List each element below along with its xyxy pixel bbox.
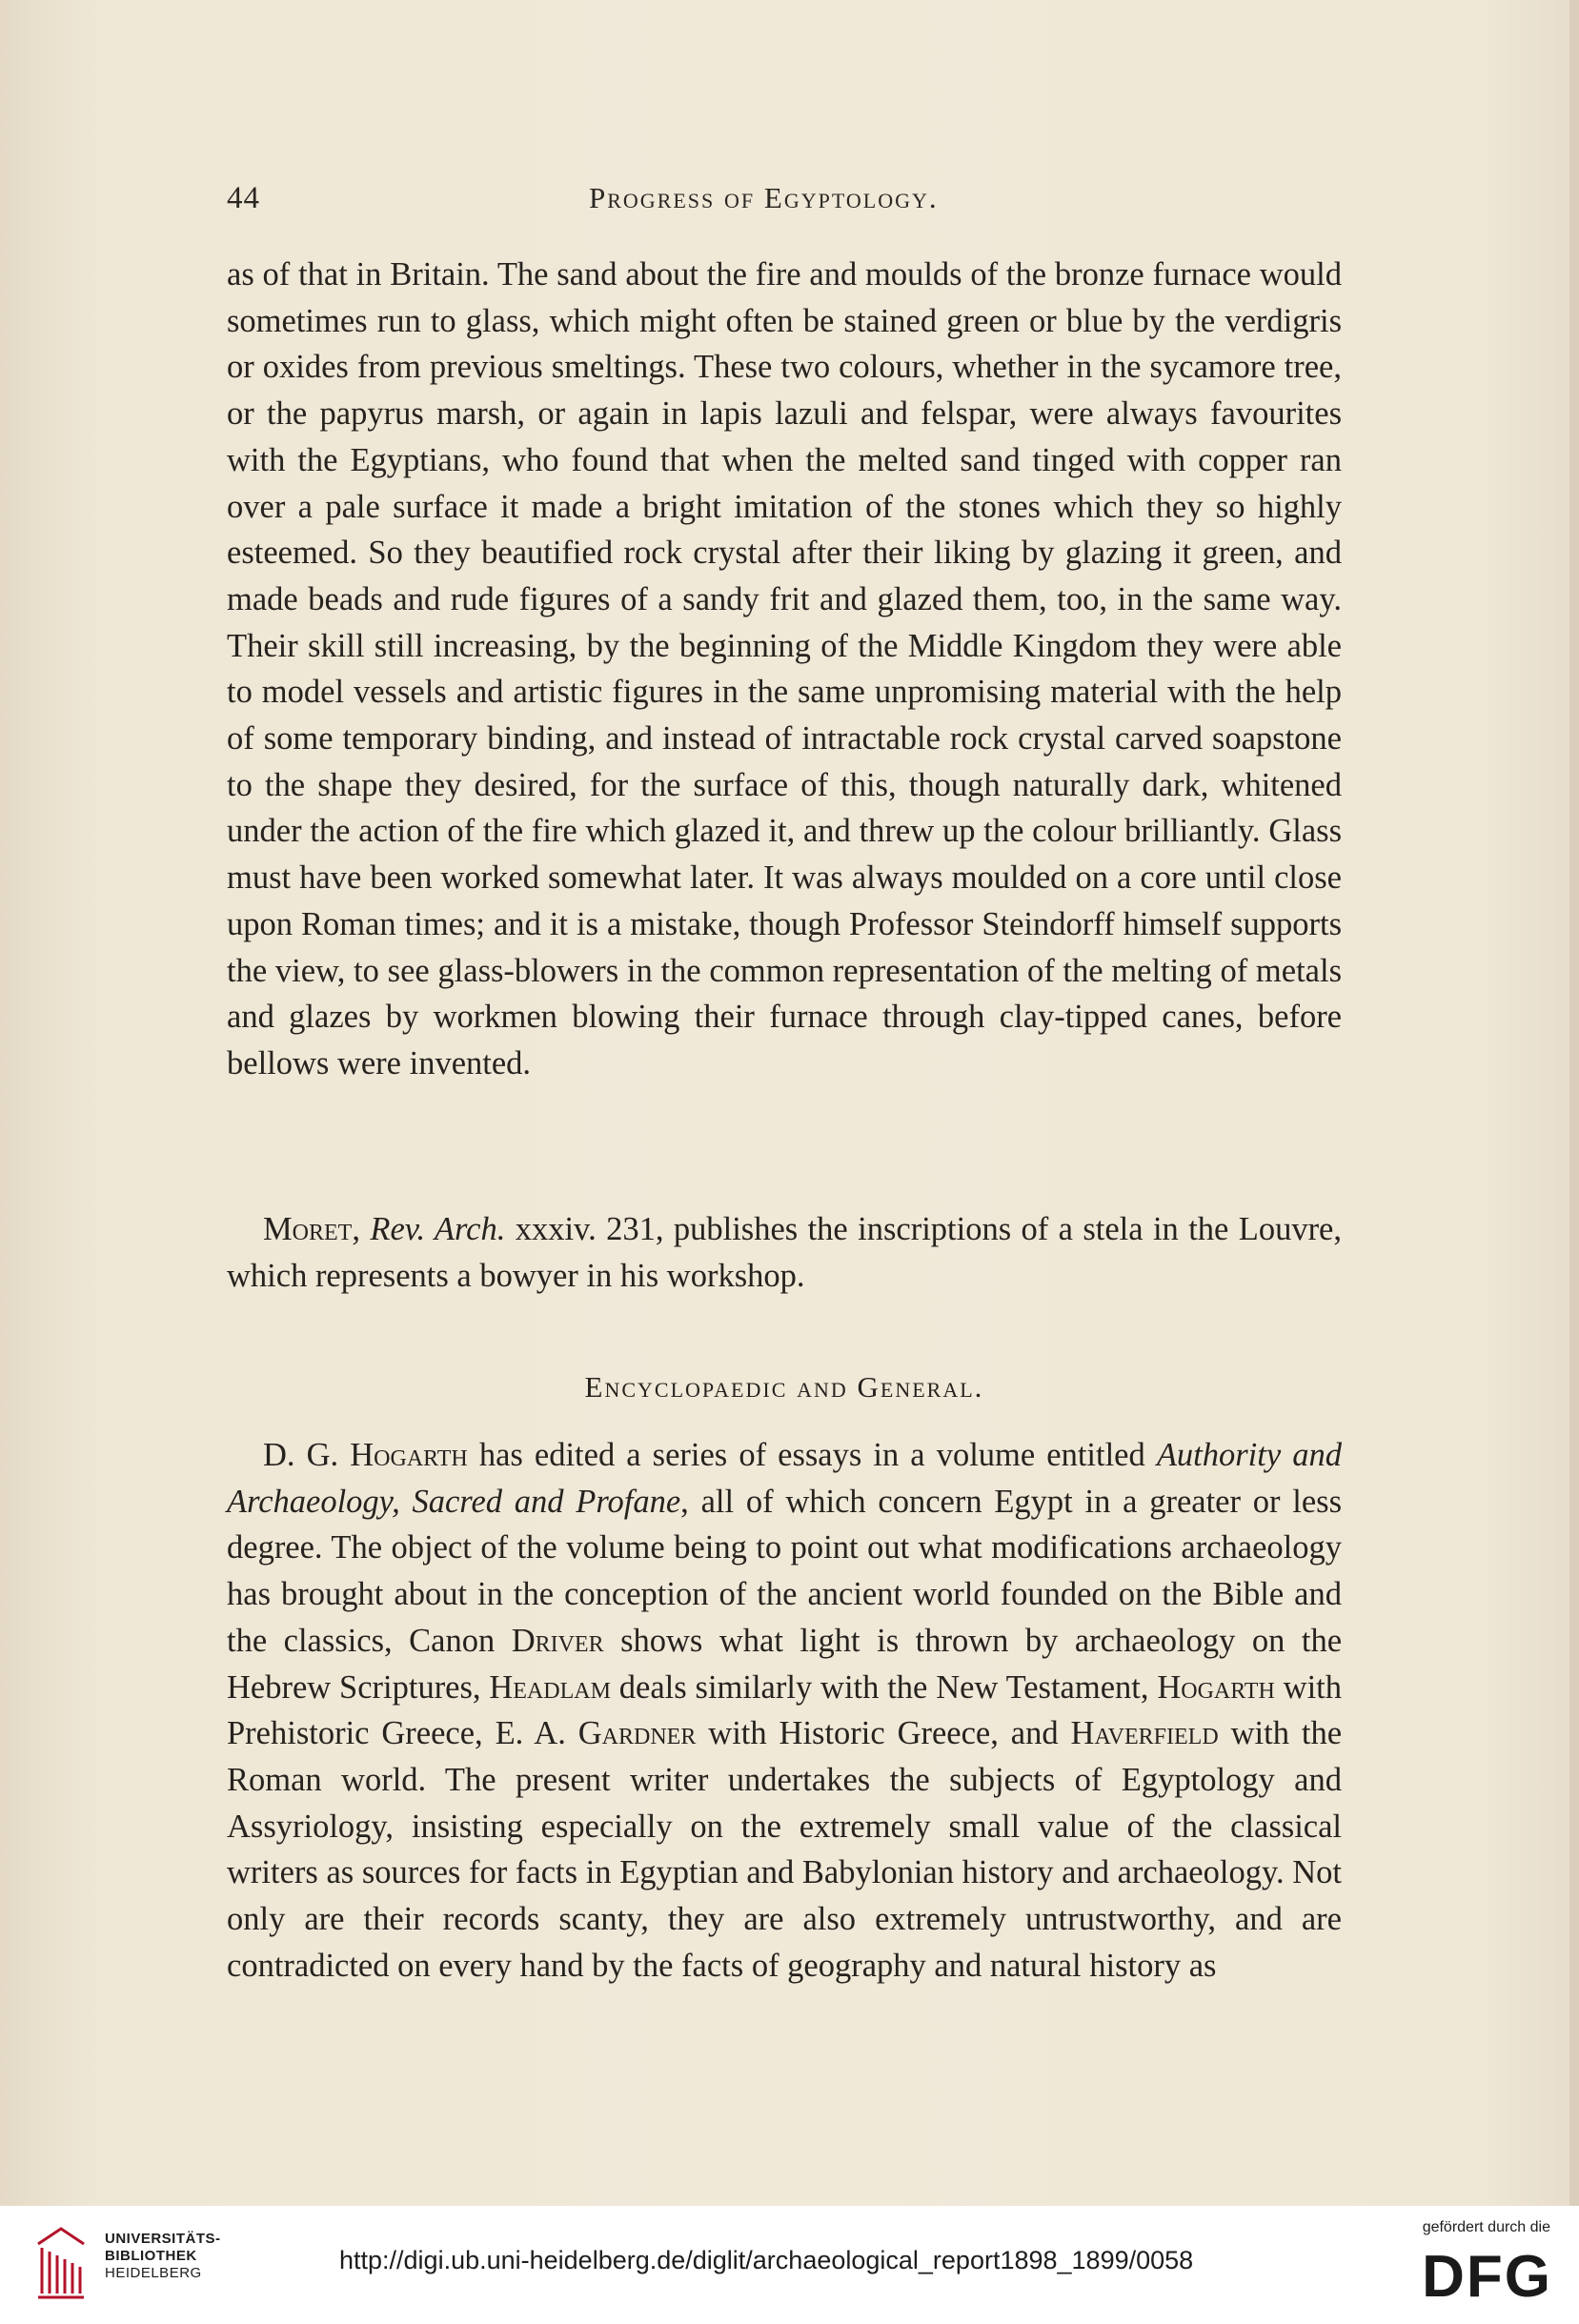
body-paragraph-1: as of that in Britain. The sand about the fire and moulds of the bronze furnace would sometimes run to glass, which might often be stained green or blue by the verdigris or oxides from previous smeltings. These two colours, whether in the sycamore tree, or the papyrus marsh, or again in lapis lazuli and felspar, were always favourites with the Egyptians, who found that when the melted sand tinged with copper ran over a pale surface it made a bright imitation of the stones which they so highly esteemed. So they beautified rock crystal after their liking by glazing it green, and made beads and rude figures of a sandy frit and glazed them, too, in the same way. Their skill still increasing, by the beginning of the Middle Kingdom they were able to model vessels and artistic figures in the same unpromising material with the help of some temporary binding, and instead of intractable rock crystal carved soapstone to the shape they desired, for the surface of this, though naturally dark, whitened under the action of the fire which glazed it, and threw up the colour brilliantly. Glass must have been worked somewhat later. It was always moulded on a core until close upon Roman times; and it is a mistake, though Professor Steindorff himself supports the view, to see glass-blowers in the common representation of the melting of metals and glazes by workmen blowing their furnace through clay-tipped canes, before bellows were invented. — [227, 256, 1342, 1081]
paragraph-text: xxxiv. 231, publishes the inscriptions of a stela in the Louvre, which represents a bowyer in his workshop. — [227, 1211, 1342, 1294]
journal-reference: Rev. Arch. — [370, 1211, 506, 1247]
footer-bar — [0, 2206, 1579, 2324]
library-name — [105, 2231, 221, 2282]
running-title: Progress of Egyptology. — [589, 181, 939, 214]
library-name-line: UNIVERSITÄTS- — [105, 2231, 221, 2247]
body-paragraph-2: Moret, Rev. Arch. xxxiv. 231, publishes the inscriptions of a stela in the Louvre, which represents a bowyer in his workshop. — [227, 1211, 1342, 1294]
author-name: Moret — [263, 1211, 353, 1247]
author-name: Hogarth — [1157, 1668, 1275, 1706]
page-number: 44 — [227, 181, 260, 215]
author-name: Headlam — [489, 1668, 611, 1706]
paragraph-text: has edited a series of essays in a volume entitled — [467, 1437, 1157, 1473]
paragraph-text: with Prehistoric Greece, E. A. — [227, 1668, 1342, 1752]
section-heading: Encyclopaedic and General. — [584, 1370, 984, 1404]
library-logo-icon — [34, 2225, 88, 2301]
paragraph-text: deals similarly with the New Testament, — [610, 1668, 1158, 1706]
library-name-line: BIBLIOTHEK — [105, 2248, 197, 2264]
dfg-logo: DFG — [1422, 2244, 1552, 2310]
author-name: Haverfield — [1070, 1715, 1219, 1752]
author-name: Gardner — [577, 1715, 697, 1752]
paragraph-text: , all of which concern Egypt in a greater or less degree. The object of the volume being to point out what modifications archaeology has brought about in the conception of the ancient world founded on the Bible and the classics, Canon — [227, 1483, 1342, 1659]
permalink-url[interactable]: http://digi.ub.uni-heidelberg.de/diglit/archaeological_report1898_1899/0058 — [339, 2246, 1194, 2274]
running-head — [227, 181, 1342, 219]
book-title: Authority and Archaeology, Sacred and Profane — [227, 1437, 1342, 1520]
body-paragraph-3 — [227, 1432, 1342, 1989]
author-name: D. G. Hogarth — [263, 1437, 468, 1473]
funded-by-label: gefördert durch die — [1422, 2219, 1550, 2235]
page-edge — [1569, 0, 1579, 2206]
paragraph-text: with the Roman world. The present writer undertakes the subjects of Egyptology and Assyriology, insisting especially on the extremely small value of the classical writers as sources for facts in Egyptian and Babylonian history and archaeology. Not only are their records scanty, they are also extremely untrustworthy, and are contradicted on every hand by the facts of geography and natural history as — [227, 1715, 1343, 1984]
paragraph-text: with Historic Greece, and — [696, 1715, 1071, 1752]
author-name: Driver — [511, 1622, 604, 1659]
library-name-line: HEIDELBERG — [105, 2265, 202, 2281]
paragraph-text: shows what light is thrown by archaeology on the Hebrew Scriptures, — [227, 1622, 1343, 1706]
